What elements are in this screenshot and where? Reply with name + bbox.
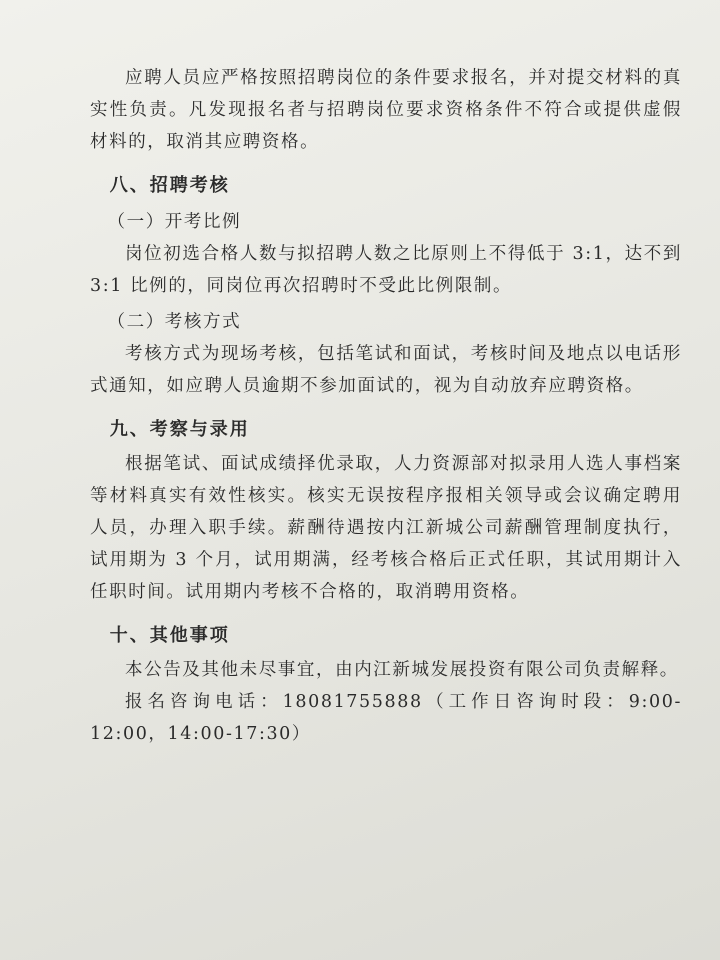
subheading-exam-ratio: （一）开考比例: [107, 212, 242, 232]
paragraph-inspection-hiring: 根据笔试、面试成绩择优录取，人力资源部对拟录用人选人事档案等材料真实有效性核实。核实无误按程序报相关领导或会议确定聘用人员，办理入职手续。薪酬待遇按内江新城公司薪酬管理制度执行，试用期为 3 个月，试用期满，经考核合格后正式任职，其试用期计入任职时间。试用期内考核不合格的，取消聘用资格。: [90, 454, 682, 602]
paragraph-qualification-responsibility: 应聘人员应严格按照招聘岗位的条件要求报名，并对提交材料的真实性负责。凡发现报名者与招聘岗位要求资格条件不符合或提供虚假材料的，取消其应聘资格。: [90, 68, 682, 152]
section-heading-recruitment-assessment: 八、招聘考核: [109, 175, 230, 196]
section-heading-other-matters: 十、其他事项: [109, 625, 230, 646]
paragraph-interpretation: 本公告及其他未尽事宜，由内江新城发展投资有限公司负责解释。: [125, 660, 679, 680]
subheading-assessment-method: （二）考核方式: [107, 312, 242, 332]
document-body: [90, 62, 682, 750]
section-heading-inspection-hiring: 九、考察与录用: [109, 419, 250, 440]
paragraph-contact-phone: 报名咨询电话：18081755888（工作日咨询时段：9:00-12:00，14:00-17:30）: [90, 692, 682, 744]
paragraph-exam-ratio: 岗位初选合格人数与拟招聘人数之比原则上不得低于 3:1，达不到 3:1 比例的，同岗位再次招聘时不受此比例限制。: [90, 244, 682, 296]
paragraph-assessment-method: 考核方式为现场考核，包括笔试和面试，考核时间及地点以电话形式通知，如应聘人员逾期不参加面试的，视为自动放弃应聘资格。: [90, 344, 682, 396]
